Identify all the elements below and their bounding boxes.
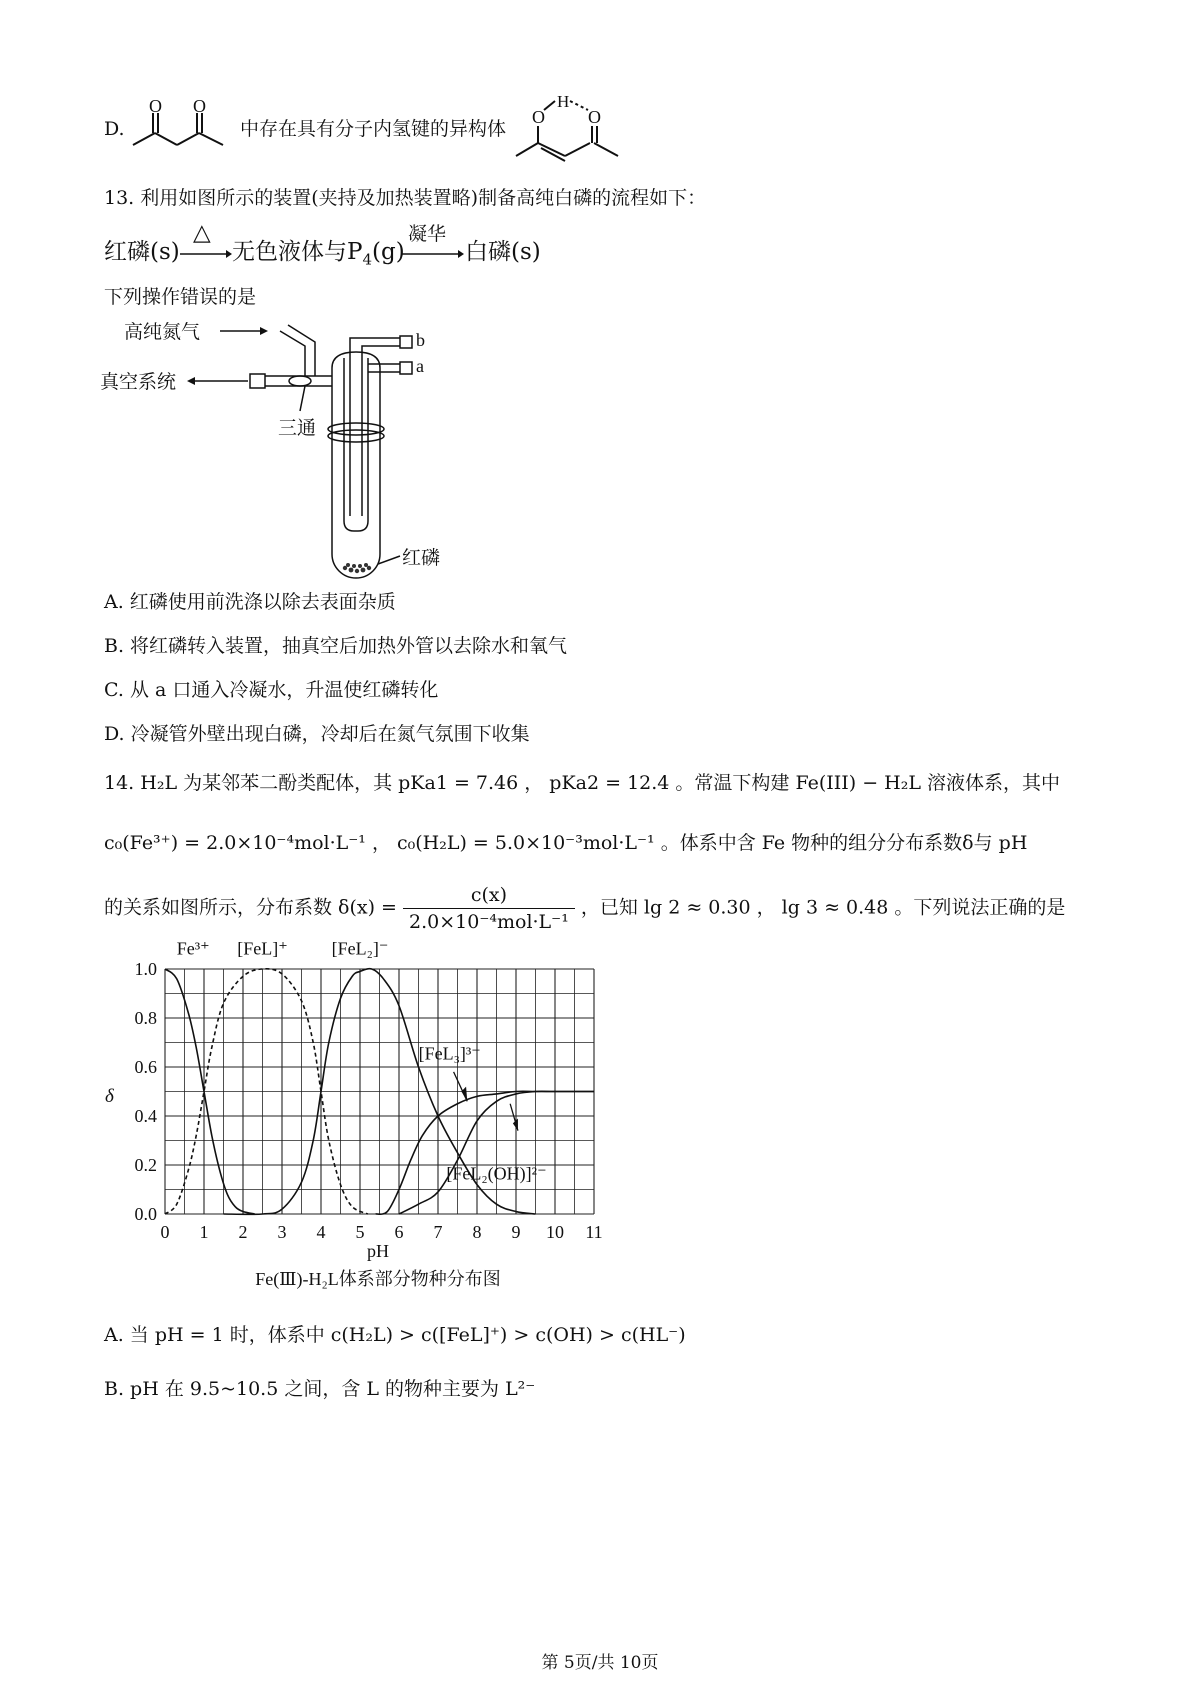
label-n2: 高纯氮气 <box>124 321 201 343</box>
x-tick-label: 11 <box>585 1222 603 1242</box>
y-tick-label: 0.8 <box>134 1008 157 1028</box>
chart-xlabel: pH <box>367 1241 389 1261</box>
x-tick-label: 0 <box>160 1222 170 1242</box>
white-phosphorus-apparatus <box>100 316 480 586</box>
label-a: a <box>416 356 424 376</box>
x-tick-label: 7 <box>433 1222 443 1242</box>
q12-option-d-letter: D. <box>104 118 125 140</box>
svg-text:O: O <box>588 107 601 127</box>
fraction-numerator: c(x) <box>403 882 575 909</box>
series-label-4: [FeL₂(OH)]²⁻ <box>446 1163 547 1184</box>
y-tick-label: 0.4 <box>134 1106 157 1126</box>
series-line-3 <box>376 1091 594 1214</box>
chart-ylabel: δ <box>105 1086 114 1107</box>
x-tick-label: 5 <box>355 1222 365 1242</box>
q14-line3-post: ，已知 lg 2 ≈ 0.30 ， lg 3 ≈ 0.48 。下列说法正确的是 <box>580 896 1066 919</box>
q13-option-b: B. 将红磷转入装置，抽真空后加热外管以去除水和氧气 <box>104 635 568 657</box>
series-label-3: [FeL₃]³⁻ <box>418 1043 481 1064</box>
fraction-denominator: 2.0×10⁻⁴mol·L⁻¹ <box>409 911 569 933</box>
label-red-phosphorus: 红磷 <box>402 547 441 569</box>
q14-line3 <box>104 882 1065 935</box>
y-tick-label: 0.2 <box>134 1155 157 1175</box>
x-tick-label: 9 <box>511 1222 521 1242</box>
q13-option-d: D. 冷凝管外壁出现白磷，冷却后在氮气氛围下收集 <box>104 723 530 745</box>
svg-text:O: O <box>532 107 545 127</box>
x-tick-label: 1 <box>199 1222 209 1242</box>
chart-tick-labels <box>135 959 603 1242</box>
y-tick-label: 0.6 <box>134 1057 157 1077</box>
q13-option-c: C. 从 a 口通入冷凝水，升温使红磷转化 <box>104 679 439 701</box>
series-label-1: [FeL]⁺ <box>237 938 288 959</box>
q13-stem: 13. 利用如图所示的装置(夹持及加热装置略)制备高纯白磷的流程如下： <box>104 187 707 209</box>
page-footer: 第 5页/共 10页 <box>541 1653 659 1673</box>
flow-middle: 无色液体与$P_4(g)$ <box>232 239 405 269</box>
series-label-0: Fe³⁺ <box>176 938 210 959</box>
delta-fraction <box>403 882 575 935</box>
x-tick-label: 3 <box>277 1222 287 1242</box>
label-threeway: 三通 <box>278 417 317 439</box>
series-label-2: [FeL₂]⁻ <box>331 938 389 959</box>
enol-isomer-structure <box>510 88 630 168</box>
q13-option-a: A. 红磷使用前洗涤以除去表面杂质 <box>104 591 396 613</box>
flow-sublimation-label: 凝华 <box>408 223 447 245</box>
pointer-fel3-head <box>461 1087 467 1102</box>
x-tick-label: 10 <box>546 1222 564 1242</box>
flow-end: 白磷(s) <box>465 239 541 265</box>
x-tick-label: 6 <box>394 1222 404 1242</box>
label-b: b <box>416 330 425 350</box>
q14-line2: c₀(Fe³⁺) = 2.0×10⁻⁴mol·L⁻¹ ， c₀(H₂L) = 5.0×10⁻³mol·L⁻¹ 。体系中含 Fe 物种的组分分布系数δ与 pH <box>104 832 1028 854</box>
q13-question: 下列操作错误的是 <box>104 286 257 308</box>
chart-series-labels <box>177 938 547 1184</box>
svg-text:H: H <box>557 92 570 111</box>
species-distribution-chart <box>95 935 635 1295</box>
svg-text:O: O <box>193 96 206 116</box>
label-vacuum: 真空系统 <box>100 371 177 393</box>
svg-text:O: O <box>149 96 162 116</box>
y-tick-label: 1.0 <box>134 959 157 979</box>
chart-title: Fe(Ⅲ)-H₂L体系部分物种分布图 <box>255 1269 501 1289</box>
q14-option-a: A. 当 pH = 1 时，体系中 c(H₂L) > c([FeL]⁺) > c(OH) > c(HL⁻) <box>104 1324 686 1346</box>
x-tick-label: 2 <box>238 1222 248 1242</box>
q14-line1: 14. H₂L 为某邻苯二酚类配体，其 pKa1 = 7.46 ， pKa2 = 12.4 。常温下构建 Fe(III) − H₂L 溶液体系，其中 <box>104 772 1061 794</box>
flow-heat-symbol: △ <box>193 220 211 246</box>
flow-start: 红磷(s) <box>104 239 180 265</box>
y-tick-label: 0.0 <box>134 1204 157 1224</box>
x-tick-label: 8 <box>472 1222 482 1242</box>
acetylacetone-structure <box>125 95 240 165</box>
q14-line3-pre: 的关系如图所示，分布系数 δ(x) = <box>104 896 397 919</box>
x-tick-label: 4 <box>316 1222 326 1242</box>
q14-option-b: B. pH 在 9.5~10.5 之间，含 L 的物种主要为 L²⁻ <box>104 1378 536 1400</box>
q12-option-d-text: 中存在具有分子内氢键的异构体 <box>240 118 507 140</box>
